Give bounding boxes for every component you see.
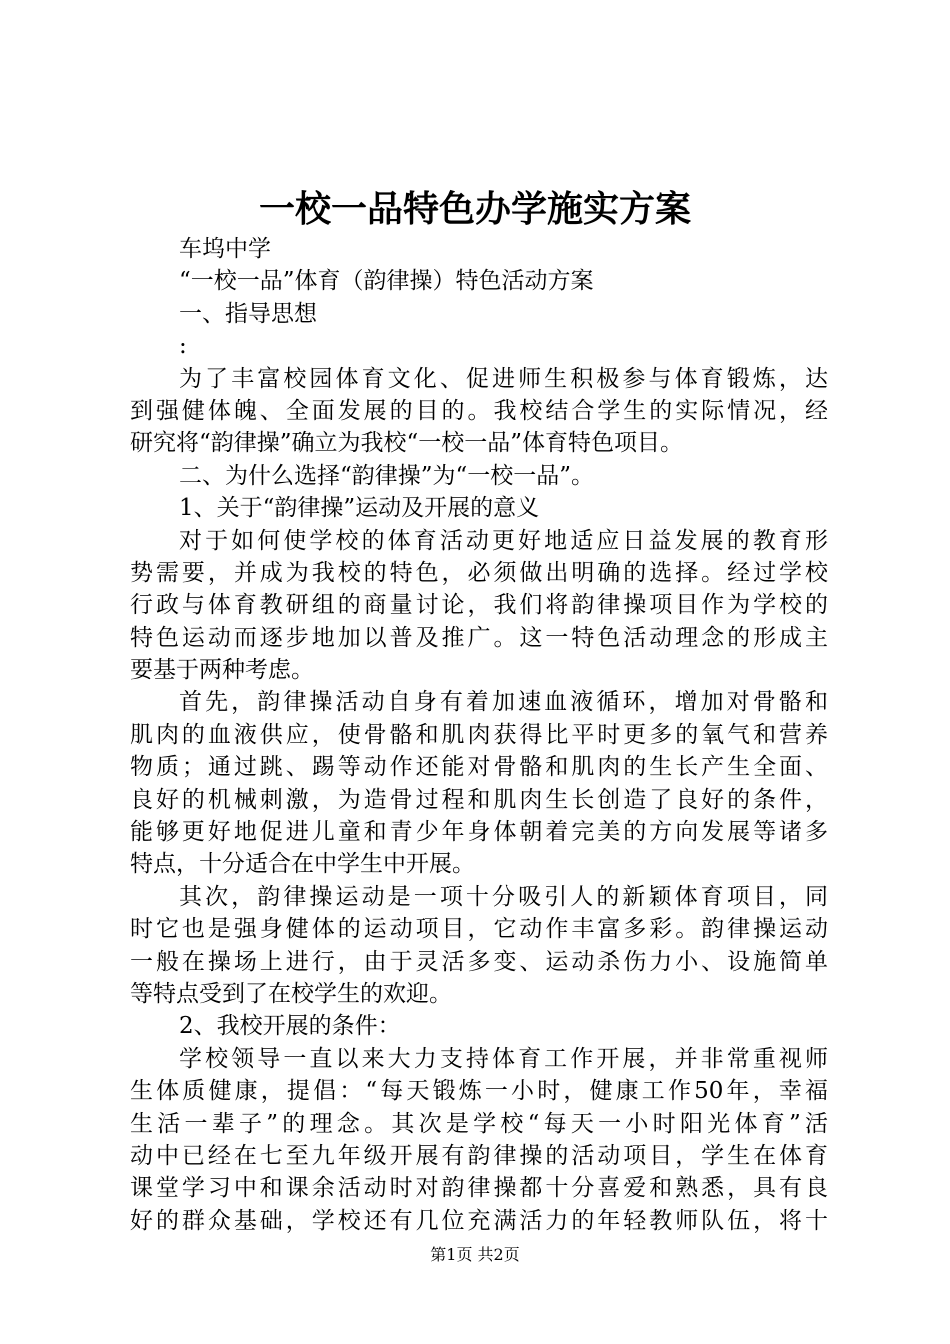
- body-line: 能够更好地促进儿童和青少年身体朝着完美的方向发展等诸多: [130, 819, 828, 846]
- body-line: “一校一品”体育（韵律操）特色活动方案: [179, 268, 594, 295]
- body-line: 特点，十分适合在中学生中开展。: [130, 851, 475, 878]
- body-line: 要基于两种考虑。: [130, 657, 314, 684]
- body-line: 2、我校开展的条件：: [179, 1013, 401, 1040]
- body-line: 二、为什么选择“韵律操”为“一校一品”。: [179, 462, 595, 489]
- body-line: 等特点受到了在校学生的欢迎。: [130, 980, 452, 1007]
- body-line: 其次，韵律操运动是一项十分吸引人的新颖体育项目，同: [179, 883, 828, 910]
- body-line: 行政与体育教研组的商量讨论，我们将韵律操项目作为学校的: [130, 592, 828, 619]
- body-line: 动中已经在七至九年级开展有韵律操的活动项目，学生在体育: [130, 1142, 828, 1169]
- document-title: 一校一品特色办学施实方案: [258, 188, 691, 230]
- body-line: 一般在操场上进行，由于灵活多变、运动杀伤力小、设施简单: [130, 948, 828, 975]
- body-line: 到强健体魄、全面发展的目的。我校结合学生的实际情况，经: [130, 397, 828, 424]
- body-line: 肌肉的血液供应，使骨骼和肌肉获得比平时更多的氧气和营养: [130, 721, 828, 748]
- body-line: 好的群众基础，学校还有几位充满活力的年轻教师队伍，将十: [130, 1207, 828, 1234]
- body-line: 特色运动而逐步地加以普及推广。这一特色活动理念的形成主: [130, 624, 828, 651]
- body-line: 物质；通过跳、踢等动作还能对骨骼和肌肉的生长产生全面、: [130, 754, 828, 781]
- page-number: 第1页 共2页: [430, 1245, 520, 1264]
- body-line: 为了丰富校园体育文化、促进师生积极参与体育锻炼，达: [179, 365, 828, 392]
- body-line: 学校领导一直以来大力支持体育工作开展，并非常重视师: [179, 1045, 828, 1072]
- body-line: 首先，韵律操活动自身有着加速血液循环，增加对骨骼和: [179, 689, 828, 716]
- document-body: [130, 233, 828, 1237]
- body-line: 课堂学习中和课余活动时对韵律操都十分喜爱和熟悉，具有良: [130, 1175, 828, 1202]
- body-line: 生活一辈子”的理念。其次是学校“每天一小时阳光体育”活: [130, 1110, 828, 1137]
- body-line: 1、关于“韵律操”运动及开展的意义: [179, 495, 540, 522]
- body-line: 一、指导思想: [179, 300, 317, 327]
- body-line: 研究将“韵律操”确立为我校“一校一品”体育特色项目。: [130, 430, 684, 457]
- body-line: 良好的机械刺激，为造骨过程和肌肉生长创造了良好的条件，: [130, 786, 828, 813]
- body-line: 生体质健康，提倡：“每天锻炼一小时，健康工作50年，幸福: [130, 1078, 828, 1105]
- body-line: 对于如何使学校的体育活动更好地适应日益发展的教育形: [179, 527, 828, 554]
- body-line: 势需要，并成为我校的特色，必须做出明确的选择。经过学校: [130, 559, 828, 586]
- body-line: :: [179, 333, 187, 360]
- body-line: 时它也是强身健体的运动项目，它动作丰富多彩。韵律操运动: [130, 916, 828, 943]
- body-line: 车坞中学: [179, 236, 271, 262]
